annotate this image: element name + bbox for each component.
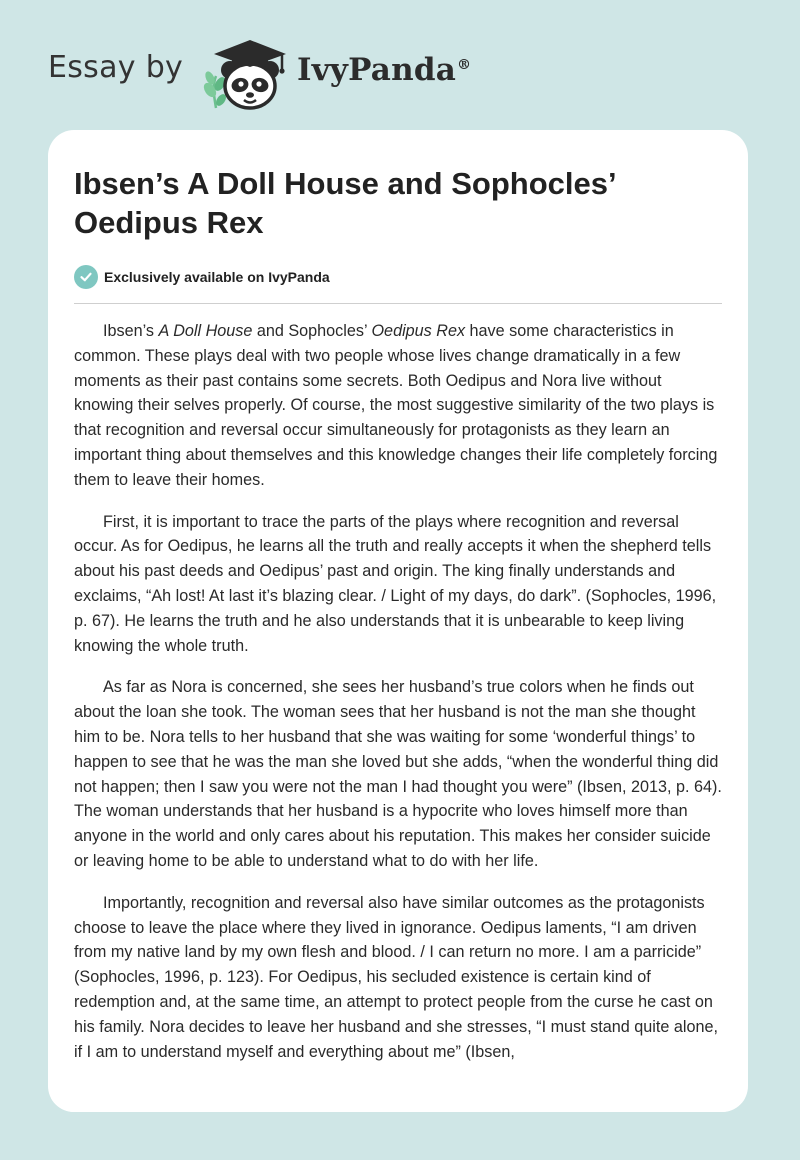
essay-title: Ibsen’s A Doll House and Sophocles’ Oedipus Rex xyxy=(74,166,615,240)
exclusive-badge xyxy=(74,264,330,290)
check-icon xyxy=(74,265,98,289)
divider xyxy=(74,303,722,304)
trademark-symbol: ® xyxy=(457,56,472,73)
brand-label: IvyPanda xyxy=(297,52,456,88)
paragraph-text: have some characteristics in common. These plays deal with two people whose lives change dramatically in a few moments as their past contains some secrets. Both Oedipus and Nora live without knowing their selves properly. Of course, the most suggestive similarity of the two plays is that recognition and reversal occur simultaneously for protagonists as they learn an important thing about themselves and this knowledge changes their life completely forcing them to leave their homes. xyxy=(74,322,718,489)
essay-card xyxy=(48,130,748,1112)
paragraph: As far as Nora is concerned, she sees her husband’s true colors when he finds out about the loan she took. The woman sees that her husband is not the man she thought him to be. Nora tells to her husband that she was waiting for some ‘wonderful things’ to happen to see that he was the man she loved but she adds, “when the wonderful thing did not happen; then I saw you were not the man I had thought you were” (Ibsen, 2013, p. 64). The woman understands that her husband is a hypocrite who loves himself more than anyone in the world and only cares about his reputation. This makes her consider suicide or leaving home to be able to understand what to do with her life. xyxy=(74,678,722,870)
paragraph xyxy=(74,319,724,493)
card-bottom-fade xyxy=(48,1098,748,1112)
brand-name[interactable] xyxy=(297,52,471,88)
panda-logo-icon[interactable] xyxy=(198,38,294,110)
paragraph-text: and Sophocles’ xyxy=(252,322,372,340)
exclusive-badge-label: Exclusively available on IvyPanda xyxy=(104,269,330,285)
paragraph-text: Ibsen’s xyxy=(103,322,159,340)
site-header xyxy=(0,0,800,130)
work-title: Oedipus Rex xyxy=(371,322,466,340)
paragraph: Importantly, recognition and reversal also have similar outcomes as the protagonists choose to leave the place where they lived in ignorance. Oedipus laments, “I am driven from my native land by my own flesh and blood. / I can return no more. I am a parricide” (Sophocles, 1996, p. 123). For Oedipus, his secluded existence is certain kind of redemption and, at the same time, an attempt to protect people from the curse he cast on his family. Nora decides to leave her husband and she stresses, “I must stand quite alone, if I am to understand myself and everything about me” (Ibsen, xyxy=(74,893,718,1061)
work-title: A Doll House xyxy=(158,322,253,340)
paragraph: First, it is important to trace the parts of the plays where recognition and reversal occur. As for Oedipus, he learns all the truth and really accepts it when the shepherd tells about his past deeds and Oedipus’ past and origin. The king finally understands and exclaims, “Ah lost! At last it’s blazing clear. / Light of my days, do dark”. (Sophocles, 1996, p. 67). He learns the truth and he also understands that it is unbearable to keep living knowing the whole truth. xyxy=(74,512,717,655)
essay-by-label: Essay by xyxy=(48,50,184,85)
essay-body xyxy=(74,319,724,1081)
